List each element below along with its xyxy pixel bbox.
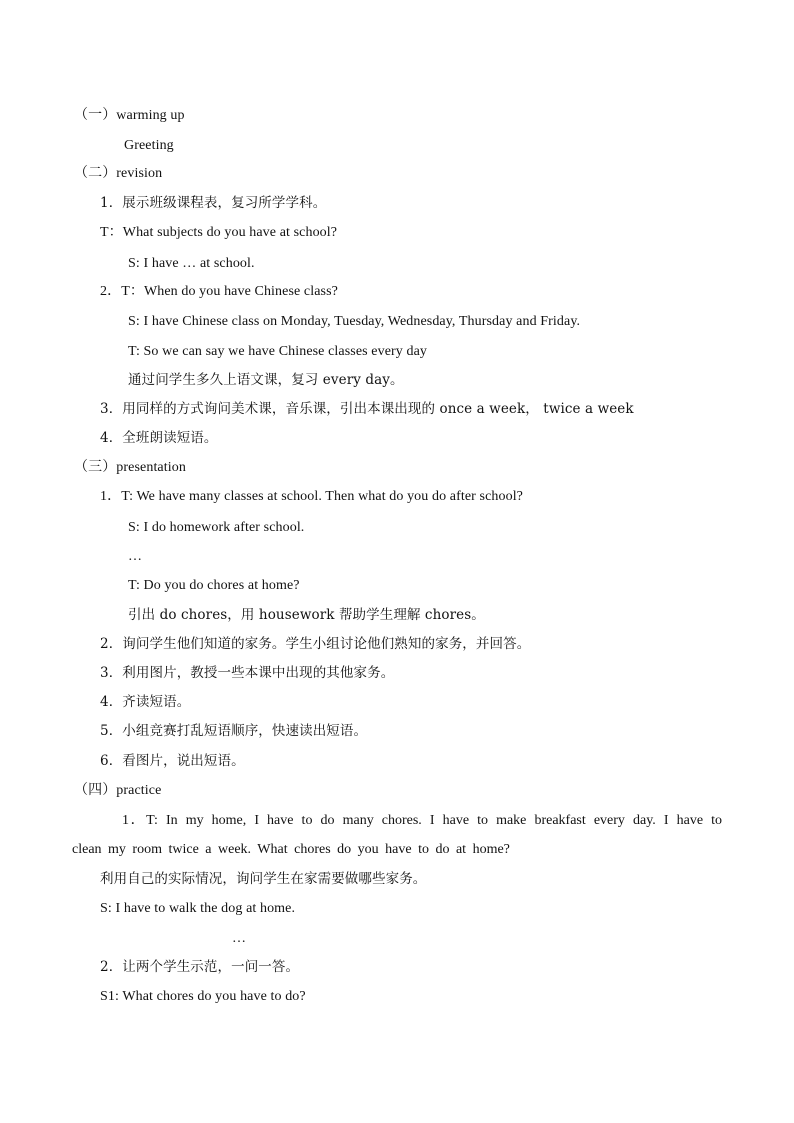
presentation-step-1-note: 引出 do chores，用 housework 帮助学生理解 chores。 [128, 607, 485, 623]
presentation-step-1: 1．T: We have many classes at school. Then what do you do after school? [100, 489, 523, 504]
presentation-step-1-ellipsis: … [128, 549, 143, 564]
revision-step-1: 1．展示班级课程表，复习所学学科。 [100, 195, 327, 211]
presentation-step-2: 2．询问学生他们知道的家务。学生小组讨论他们熟知的家务，并回答。 [100, 636, 531, 652]
revision-step-1-student: S: I have … at school. [128, 256, 255, 271]
revision-step-2-student: S: I have Chinese class on Monday, Tuesday, Wednesday, Thursday and Friday. [128, 314, 581, 329]
greeting-line: Greeting [124, 138, 174, 153]
practice-step-1: 1．T: In my home, I have to do many chores. I have to make breakfast every day. I have to clean my room twice a week. What chores do you have to do at home? [72, 813, 722, 857]
revision-step-4: 4．全班朗读短语。 [100, 430, 218, 446]
presentation-step-1-teacher: T: Do you do chores at home? [128, 578, 300, 593]
revision-step-2-note: 通过问学生多久上语文课，复习 every day。 [128, 372, 404, 388]
presentation-step-3: 3．利用图片，教授一些本课中出现的其他家务。 [100, 665, 395, 681]
practice-step-1-ellipsis: … [232, 931, 247, 946]
presentation-step-5: 5．小组竞赛打乱短语顺序，快速读出短语。 [100, 723, 368, 739]
presentation-step-4: 4．齐读短语。 [100, 694, 191, 710]
section-heading-revision: （二）revision [74, 166, 163, 181]
revision-step-2: 2．T：When do you have Chinese class? [100, 284, 338, 299]
section-heading-practice: （四）practice [74, 783, 162, 798]
practice-step-2-s1: S1: What chores do you have to do? [100, 989, 306, 1004]
practice-step-1-student: S: I have to walk the dog at home. [100, 901, 296, 916]
revision-step-1-teacher: T：What subjects do you have at school? [100, 225, 338, 240]
presentation-step-1-student: S: I do homework after school. [128, 520, 305, 535]
practice-step-2: 2．让两个学生示范，一问一答。 [100, 959, 300, 975]
section-heading-presentation: （三）presentation [74, 460, 186, 475]
presentation-step-6: 6．看图片，说出短语。 [100, 753, 245, 769]
revision-step-3: 3．用同样的方式询问美术课，音乐课，引出本课出现的 once a week， twice a week [100, 401, 634, 417]
practice-step-1-note: 利用自己的实际情况，询问学生在家需要做哪些家务。 [100, 871, 427, 887]
revision-step-2-teacher: T: So we can say we have Chinese classes every day [128, 344, 427, 359]
section-heading-warming-up: （一）warming up [74, 108, 185, 123]
